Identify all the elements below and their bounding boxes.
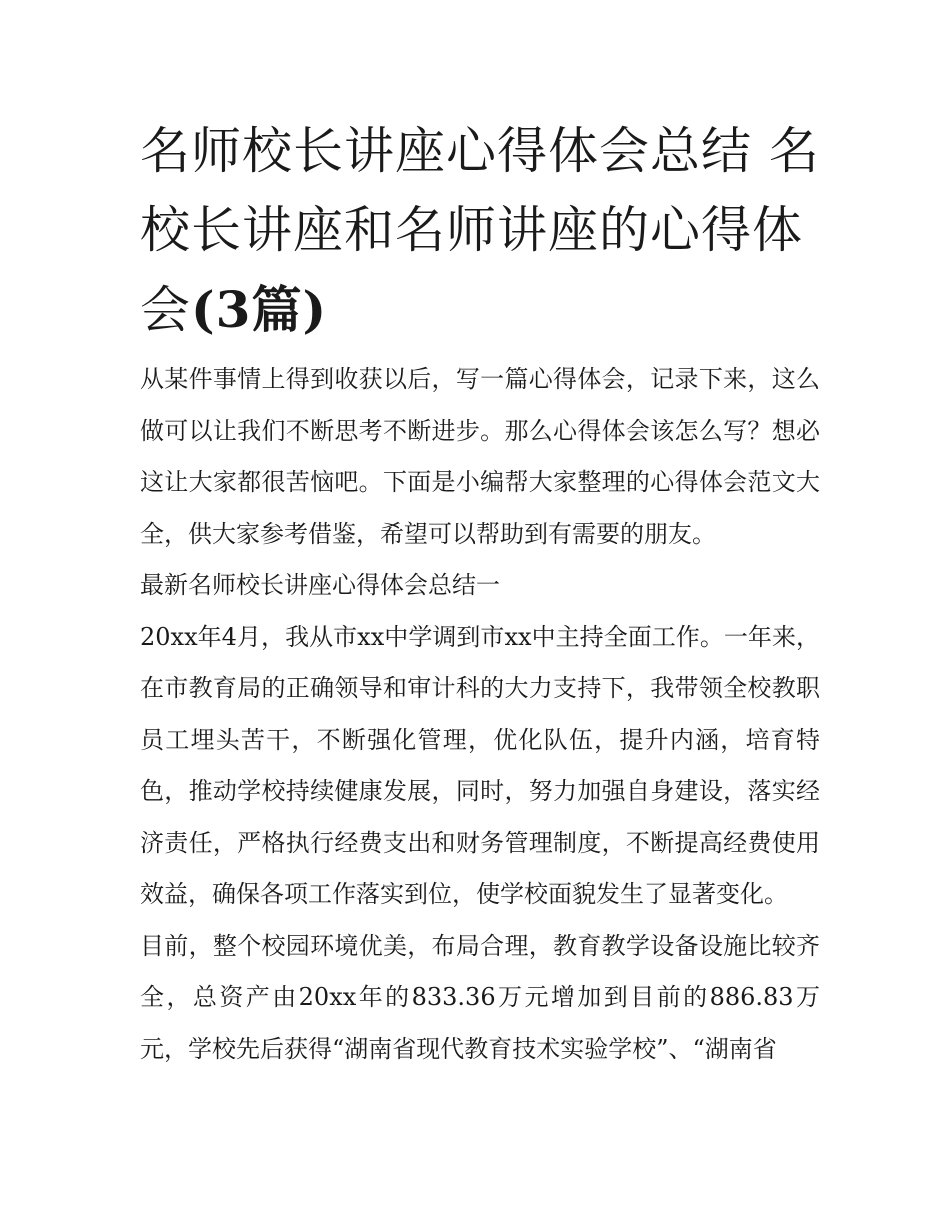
- body-paragraph: 20xx年4月，我从市xx中学调到市xx中主持全面工作。一年来，在市教育局的正确领导和审计科的大力支持下，我带领全校教职员工埋头苦干，不断强化管理，优化队伍，提升内涵，培育特色，推动学校持续健康发展，同时，努力加强自身建设，落实经济责任，严格执行经费支出和财务管理制度，不断提高经费使用效益，确保各项工作落实到位，使学校面貌发生了显著变化。: [140, 622, 820, 908]
- document-title: [140, 112, 820, 350]
- title-main: 名师校长讲座心得体会总结 名校长讲座和名师讲座的心得体会: [140, 122, 820, 339]
- document-body: [140, 354, 820, 1075]
- body-paragraph: 目前，整个校园环境优美，布局合理，教育教学设备设施比较齐全，总资产由20xx年的833.36万元增加到目前的886.83万元，学校先后获得“湖南省现代教育技术实验学校”、“湖南省: [140, 931, 820, 1063]
- section-heading: 最新名师校长讲座心得体会总结一: [140, 571, 500, 599]
- intro-paragraph: 从某件事情上得到收获以后，写一篇心得体会，记录下来，这么做可以让我们不断思考不断进步。那么心得体会该怎么写？想必这让大家都很苦恼吧。下面是小编帮大家整理的心得体会范文大全，供大家参考借鉴，希望可以帮助到有需要的朋友。: [140, 365, 820, 548]
- title-suffix: (3篇): [191, 280, 328, 339]
